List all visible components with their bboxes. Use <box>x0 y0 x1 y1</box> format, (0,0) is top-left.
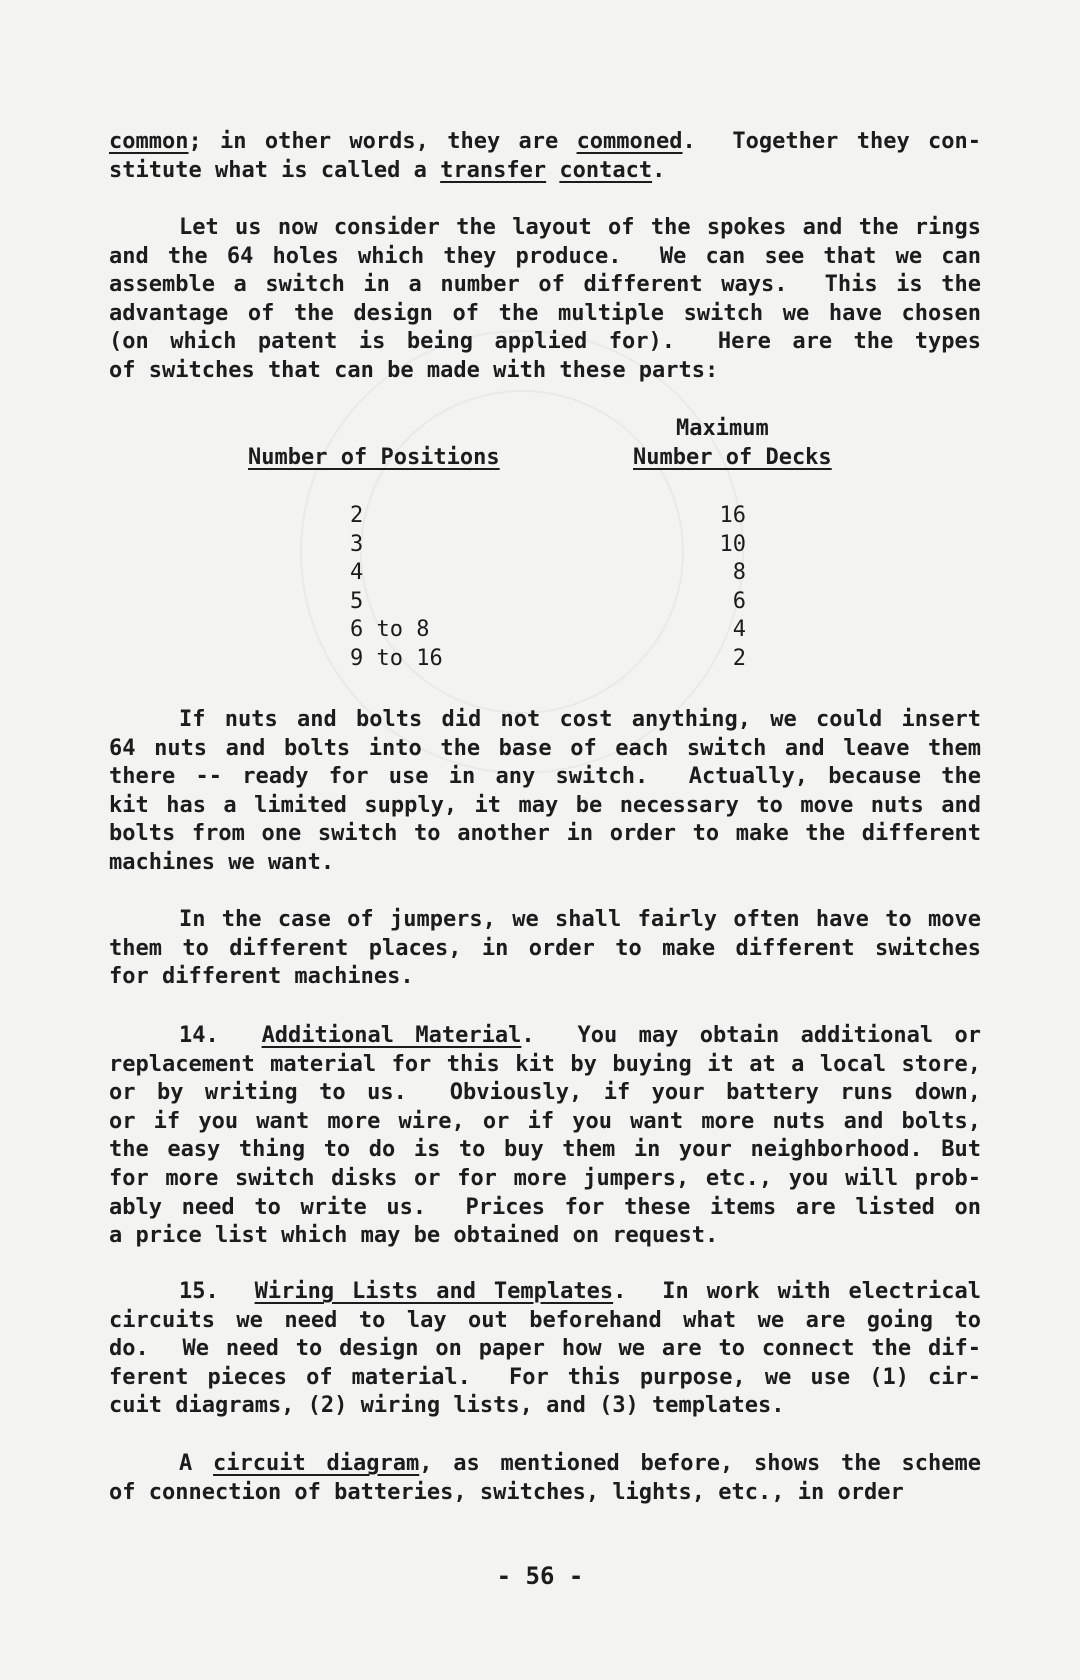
text-run: of switches that can be made with these parts: <box>109 357 719 383</box>
text-run <box>546 158 559 183</box>
text-line <box>109 1022 981 1051</box>
text-line <box>109 1079 981 1108</box>
text-run: ably need to write us. Prices for these items are listed on <box>109 1194 981 1220</box>
text-line <box>109 1392 981 1421</box>
paragraph-circuit-diagram <box>109 1450 981 1507</box>
text-run: 14. <box>179 1023 262 1048</box>
table-cell-positions: 9 to 16 <box>350 645 443 671</box>
page-number: - 56 - <box>496 1562 584 1590</box>
text-run: 15. <box>179 1279 255 1304</box>
text-run: 64 nuts and bolts into the base of each switch and leave them <box>109 735 981 761</box>
text-run: , as mentioned before, shows the scheme <box>419 1451 981 1476</box>
text-run: of connection of batteries, switches, lights, etc., in order <box>109 1479 904 1505</box>
text-line <box>109 1364 981 1393</box>
text-run: them to different places, in order to make different switches <box>109 935 981 961</box>
text-run: replacement material for this kit by buying it at a local store, <box>109 1051 981 1077</box>
text-run: . In work with electrical <box>613 1279 982 1304</box>
underlined-term: circuit diagram <box>213 1451 420 1476</box>
text-run: do. We need to design on paper how we are to connect the dif- <box>109 1336 981 1362</box>
text-run: a price list which may be obtained on request. <box>109 1223 719 1249</box>
text-line <box>109 706 981 735</box>
text-run: advantage of the design of the multiple switch we have chosen <box>109 300 981 326</box>
paragraph-jumpers <box>109 906 981 992</box>
underlined-term: commoned <box>576 129 683 154</box>
table-cell-positions: 6 to 8 <box>350 617 430 642</box>
text-line <box>109 1108 981 1137</box>
table-cell-decks: 6 <box>732 588 746 614</box>
text-line <box>109 1479 981 1508</box>
text-line <box>109 1278 981 1307</box>
table-cell-decks: 2 <box>732 645 746 671</box>
table-header-decks: Number of Decks <box>633 445 832 470</box>
table-cell-positions: 4 <box>350 560 364 585</box>
text-run: ; in other words, they are <box>188 129 577 154</box>
text-line <box>109 157 981 186</box>
paragraph-additional-material <box>109 1022 981 1251</box>
text-run: cuit diagrams, (2) wiring lists, and (3) templates. <box>109 1393 785 1419</box>
table-header-positions: Number of Positions <box>248 445 500 470</box>
paragraph-layout <box>109 214 981 386</box>
text-run: . <box>652 157 666 183</box>
text-line <box>109 735 981 764</box>
text-line <box>109 820 981 849</box>
text-line <box>109 1307 981 1336</box>
text-line <box>109 214 981 243</box>
text-line <box>109 1194 981 1223</box>
text-line <box>109 271 981 300</box>
text-line <box>109 357 981 386</box>
text-run: bolts from one switch to another in order to make the different <box>109 821 981 847</box>
text-run: Let us now consider the layout of the spokes and the rings <box>179 215 981 240</box>
text-line <box>109 792 981 821</box>
table-cell-decks: 4 <box>732 617 746 642</box>
text-run: (on which patent is being applied for). Here are the types <box>109 329 981 355</box>
text-run: stitute what is called a <box>109 157 441 183</box>
text-run: and the 64 holes which they produce. We can see that we can <box>109 243 981 269</box>
text-run: or by writing to us. Obviously, if your battery runs down, <box>109 1080 981 1106</box>
underlined-term: transfer <box>440 157 547 183</box>
text-line <box>109 1165 981 1194</box>
text-run: for different machines. <box>109 964 414 990</box>
text-run: for more switch disks or for more jumpers, etc., you will prob- <box>109 1165 981 1191</box>
text-run: ferent pieces of material. For this purpose, we use (1) cir- <box>109 1364 981 1390</box>
text-line <box>109 328 981 357</box>
text-run: In the case of jumpers, we shall fairly often have to move <box>179 907 981 932</box>
table-cell-positions: 3 <box>350 531 364 557</box>
text-run: kit has a limited supply, it may be necessary to move nuts and <box>109 792 981 818</box>
text-line <box>109 1051 981 1080</box>
underlined-term: contact <box>559 157 653 183</box>
text-line <box>109 906 981 935</box>
table-cell-decks: 16 <box>719 503 746 528</box>
text-line <box>109 300 981 329</box>
table-column-decks <box>706 502 766 673</box>
text-line <box>109 963 981 992</box>
text-run: machines we want. <box>109 849 335 875</box>
text-line <box>109 849 981 878</box>
table-column-positions <box>350 502 443 673</box>
text-run: . Together they con- <box>682 129 981 154</box>
table-cell-positions: 5 <box>350 588 364 614</box>
text-run: . You may obtain additional or <box>521 1023 981 1048</box>
text-run: circuits we need to lay out beforehand what we are going to <box>109 1307 981 1333</box>
text-line <box>109 1222 981 1251</box>
paragraph-common <box>109 128 981 185</box>
text-line <box>109 1136 981 1165</box>
text-line <box>109 243 981 272</box>
text-line <box>109 763 981 792</box>
table-cell-positions: 2 <box>350 503 364 528</box>
paragraph-nuts-bolts <box>109 706 981 878</box>
text-line <box>109 1335 981 1364</box>
text-run: or if you want more wire, or if you want more nuts and bolts, <box>109 1108 981 1134</box>
text-run: If nuts and bolts did not cost anything, we could insert <box>179 707 981 732</box>
underlined-term: Additional Material <box>261 1023 522 1048</box>
text-run: the easy thing to do is to buy them in your neighborhood. But <box>109 1137 981 1163</box>
table-header-maximum: Maximum <box>676 416 769 441</box>
text-line <box>109 1450 981 1479</box>
text-line <box>109 128 981 157</box>
table-cell-decks: 10 <box>719 531 746 557</box>
text-run: there -- ready for use in any switch. Actually, because the <box>109 764 981 790</box>
text-line <box>109 935 981 964</box>
table-cell-decks: 8 <box>732 560 746 585</box>
underlined-term: Wiring Lists and Templates <box>254 1279 614 1304</box>
text-run: assemble a switch in a number of different ways. This is the <box>109 272 981 298</box>
underlined-term: common <box>109 129 189 154</box>
paragraph-wiring-lists <box>109 1278 981 1421</box>
text-run: A <box>179 1451 214 1476</box>
